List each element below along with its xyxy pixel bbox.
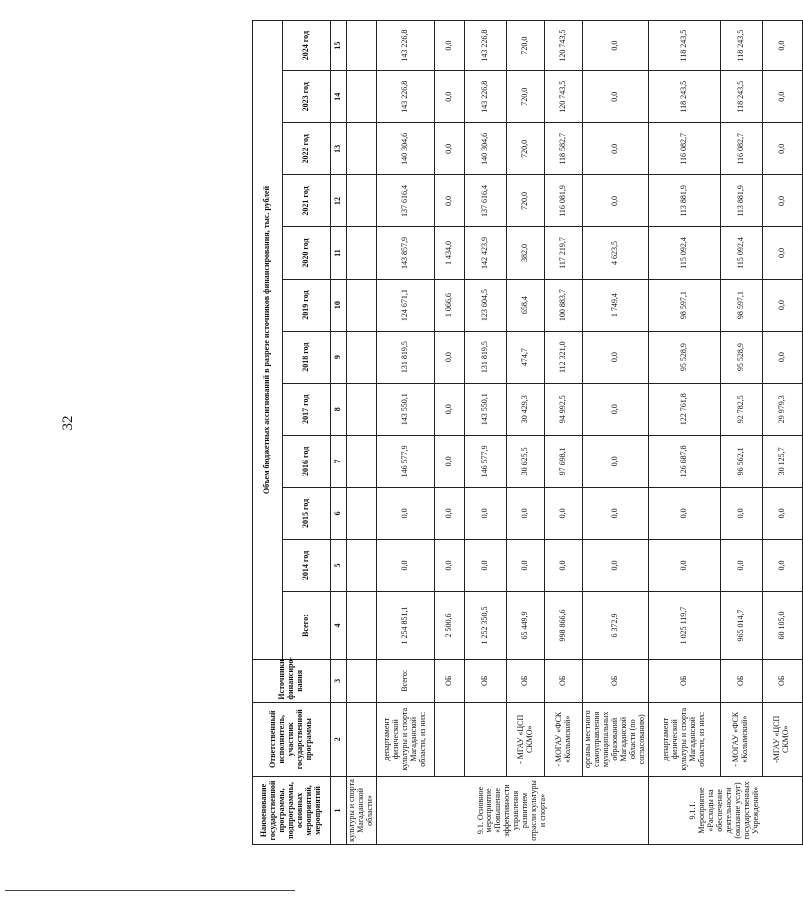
value-cell: 95 528,9 [720,331,762,383]
value-cell: 92 782,5 [720,383,762,435]
value-cell: 0,0 [583,487,649,539]
value-cell: 0,0 [583,175,649,227]
value-cell: 0,0 [435,123,465,175]
header-year: 2014 год [283,539,331,591]
value-cell: 0,0 [435,383,465,435]
value-cell: 0,0 [435,539,465,591]
value-cell: 0,0 [435,331,465,383]
value-cell: 720,0 [507,21,545,71]
source-cell [347,660,377,703]
value-cell: 382,0 [507,227,545,279]
column-number: 11 [331,227,347,279]
table-row [762,21,802,845]
header-year: 2017 год [283,383,331,435]
column-number: 14 [331,71,347,123]
value-cell: 0,0 [648,539,720,591]
value-cell: 137 616,4 [377,175,435,227]
value-cell: 0,0 [583,71,649,123]
value-cell: 131 819,5 [465,331,507,383]
value-cell [347,175,377,227]
header-source: Источники финансиро-вания [253,660,331,703]
column-number: 12 [331,175,347,227]
column-number: 8 [331,383,347,435]
value-cell: 122 761,8 [648,383,720,435]
table-row [435,21,465,845]
value-cell: 0,0 [435,175,465,227]
table-row [648,21,720,845]
value-cell: 143 226,8 [377,21,435,71]
total-cell: 65 449,9 [507,592,545,660]
value-cell [347,539,377,591]
total-cell: 1 252 350,5 [465,592,507,660]
footnote-divider [5,890,295,893]
value-cell: 143 226,8 [465,71,507,123]
value-cell: 0,0 [762,331,802,383]
value-cell [347,123,377,175]
value-cell: 30 125,7 [762,435,802,487]
value-cell: 0,0 [720,539,762,591]
total-cell: 1 254 851,1 [377,592,435,660]
column-number: 2 [331,702,347,776]
value-cell: 117 219,7 [545,227,583,279]
header-funding: Объем бюджетных ассигнований в разрезе источников финансирования, тыс. рублей [253,21,283,660]
value-cell: 0,0 [648,487,720,539]
table-row [347,21,377,845]
value-cell: 720,0 [507,175,545,227]
page-number: 32 [60,415,76,431]
column-number: 1 [331,776,347,844]
value-cell [347,487,377,539]
table-row [377,21,435,845]
value-cell: 0,0 [507,487,545,539]
value-cell [347,71,377,123]
financing-table [252,20,803,845]
source-cell: ОБ [762,660,802,703]
value-cell: 115 092,4 [648,227,720,279]
total-cell: 965 014,7 [720,592,762,660]
source-cell: ОБ [720,660,762,703]
value-cell: 0,0 [762,279,802,331]
executor-cell: департамент физической культуры и спорта Магаданской области, из них: [377,702,435,776]
header-executor: Ответственный исполнитель, участник государственной программы [253,702,331,776]
value-cell: 143 550,1 [465,383,507,435]
value-cell: 143 550,1 [377,383,435,435]
value-cell: 142 423,9 [465,227,507,279]
source-cell: ОБ [465,660,507,703]
value-cell: 113 881,9 [648,175,720,227]
value-cell: 98 597,1 [720,279,762,331]
source-cell: ОБ [545,660,583,703]
value-cell: 112 321,0 [545,331,583,383]
value-cell: 116 082,7 [648,123,720,175]
value-cell: 120 743,5 [545,21,583,71]
value-cell: 0,0 [762,123,802,175]
value-cell: 140 304,6 [465,123,507,175]
source-cell: ОБ [583,660,649,703]
header-year: 2021 год [283,175,331,227]
value-cell: 146 577,9 [377,435,435,487]
value-cell: 118 243,5 [720,21,762,71]
column-number: 9 [331,331,347,383]
table-body [347,21,803,845]
value-cell: 0,0 [762,21,802,71]
value-cell: 0,0 [720,487,762,539]
table-row [583,21,649,845]
header-year: 2022 год [283,123,331,175]
value-cell: 100 883,7 [545,279,583,331]
value-cell: 143 857,9 [377,227,435,279]
value-cell: 96 562,1 [720,435,762,487]
column-number: 10 [331,279,347,331]
column-number: 5 [331,539,347,591]
value-cell: 0,0 [377,487,435,539]
column-number: 15 [331,21,347,71]
value-cell: 0,0 [377,539,435,591]
value-cell: 94 992,5 [545,383,583,435]
table-row [720,21,762,845]
value-cell [347,279,377,331]
table-row [465,21,507,845]
value-cell: 120 743,5 [545,71,583,123]
value-cell [347,21,377,71]
executor-cell: - МГАУ «ЦСП СКМО» [507,702,545,776]
executor-cell: -МГАУ «ЦСП СКМО» [762,702,802,776]
value-cell: 0,0 [762,175,802,227]
total-cell: 1 025 119,7 [648,592,720,660]
source-cell: ОБ [648,660,720,703]
executor-cell [435,702,465,776]
total-cell: 6 372,9 [583,592,649,660]
value-cell: 115 092,4 [720,227,762,279]
value-cell [347,331,377,383]
header-year: 2018 год [283,331,331,383]
value-cell: 0,0 [465,539,507,591]
value-cell: 118 243,5 [720,71,762,123]
header-year: 2019 год [283,279,331,331]
header-year: 2024 год [283,21,331,71]
column-number: 4 [331,592,347,660]
value-cell: 0,0 [545,539,583,591]
executor-cell: органы местного самоуправления муниципальных образований Магаданской области (по согласованию) [583,702,649,776]
value-cell: 146 577,9 [465,435,507,487]
value-cell: 658,4 [507,279,545,331]
value-cell: 0,0 [583,539,649,591]
value-cell: 131 819,5 [377,331,435,383]
executor-cell: - МОГАУ «ФСК «Колымский» [720,702,762,776]
source-cell: Всего: [377,660,435,703]
total-cell: 2 500,6 [435,592,465,660]
value-cell: 118 582,7 [545,123,583,175]
header-year: 2015 год [283,487,331,539]
value-cell: 0,0 [435,21,465,71]
program-name-cell: культуры и спорта Магаданской области» [347,776,377,844]
value-cell: 0,0 [435,435,465,487]
rotated-table-container [252,20,791,845]
value-cell: 143 226,8 [377,71,435,123]
header-year: 2016 год [283,435,331,487]
value-cell: 97 698,1 [545,435,583,487]
value-cell: 0,0 [507,539,545,591]
value-cell: 126 687,8 [648,435,720,487]
executor-cell [347,702,377,776]
column-number: 3 [331,660,347,703]
column-number: 7 [331,435,347,487]
column-number: 6 [331,487,347,539]
table-row [545,21,583,845]
value-cell: 118 243,5 [648,21,720,71]
value-cell: 0,0 [583,21,649,71]
value-cell: 124 671,1 [377,279,435,331]
value-cell: 0,0 [762,487,802,539]
value-cell: 118 243,5 [648,71,720,123]
value-cell: 140 304,6 [377,123,435,175]
value-cell: 0,0 [435,487,465,539]
value-cell: 1 066,6 [435,279,465,331]
value-cell: 98 597,1 [648,279,720,331]
source-cell: ОБ [507,660,545,703]
value-cell: 0,0 [583,383,649,435]
value-cell: 0,0 [762,227,802,279]
total-cell: 998 866,6 [545,592,583,660]
value-cell: 0,0 [762,71,802,123]
value-cell: 0,0 [583,123,649,175]
program-name-cell: 9.1. Основное мероприятие «Повышение эффективности управления развитием отрасли культуры и спорта» [377,776,649,844]
executor-cell: департамент физической культуры и спорта Магаданской области, из них: [648,702,720,776]
value-cell: 474,7 [507,331,545,383]
value-cell: 113 881,9 [720,175,762,227]
value-cell: 123 604,5 [465,279,507,331]
header-total: Всего: [283,592,331,660]
column-number: 13 [331,123,347,175]
value-cell: 116 082,7 [720,123,762,175]
total-cell [347,592,377,660]
value-cell: 29 979,3 [762,383,802,435]
header-year: 2020 год [283,227,331,279]
value-cell: 0,0 [583,331,649,383]
executor-cell: - МОГАУ «ФСК «Колымский» [545,702,583,776]
value-cell: 30 625,5 [507,435,545,487]
value-cell: 137 616,4 [465,175,507,227]
value-cell: 0,0 [545,487,583,539]
header-program-name: Наименование государственной программы, подпрограммы, основных мероприятий, мероприятий [253,776,331,844]
value-cell: 4 623,5 [583,227,649,279]
value-cell [347,435,377,487]
value-cell: 95 528,9 [648,331,720,383]
table-row [507,21,545,845]
value-cell: 0,0 [583,435,649,487]
value-cell: 720,0 [507,71,545,123]
value-cell: 1 749,4 [583,279,649,331]
value-cell: 720,0 [507,123,545,175]
value-cell: 143 226,8 [465,21,507,71]
total-cell: 60 105,0 [762,592,802,660]
value-cell: 0,0 [762,539,802,591]
value-cell: 0,0 [435,71,465,123]
value-cell [347,383,377,435]
value-cell [347,227,377,279]
value-cell: 116 081,9 [545,175,583,227]
value-cell: 30 429,3 [507,383,545,435]
program-name-cell: 9.1.1. Мероприятие «Расходы на обеспечение деятельности (оказание услуг) государственных Учреждений» [648,776,802,844]
source-cell: ОБ [435,660,465,703]
value-cell: 0,0 [465,487,507,539]
value-cell: 1 434,0 [435,227,465,279]
header-year: 2023 год [283,71,331,123]
executor-cell [465,702,507,776]
